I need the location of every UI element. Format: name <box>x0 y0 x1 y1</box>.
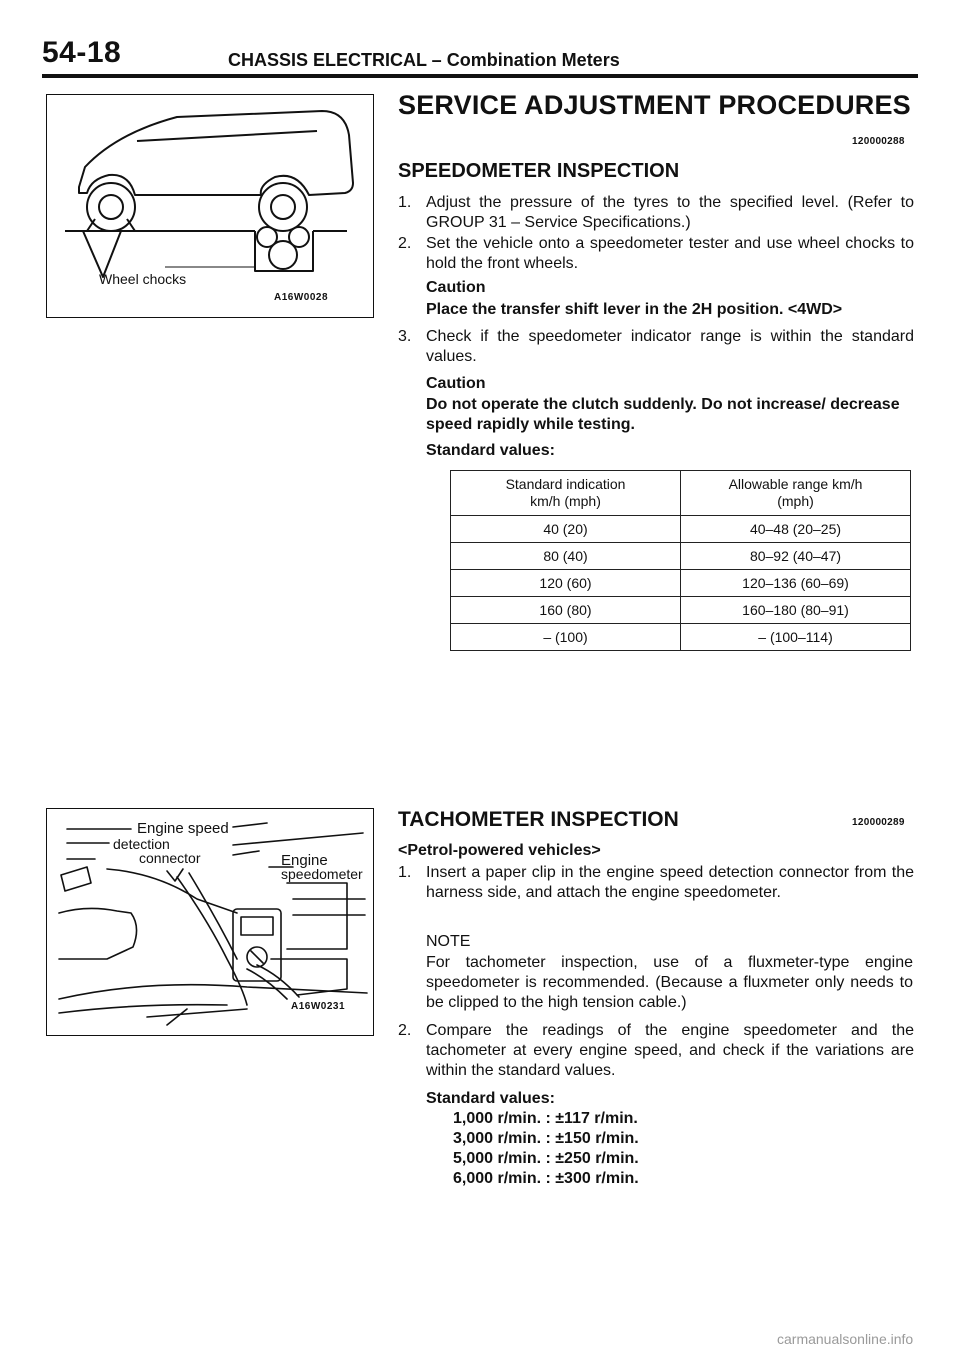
tachometer-step-1 <box>398 863 914 923</box>
table-cell: 160 (80) <box>451 597 681 624</box>
engine-label: Engine <box>281 852 328 869</box>
speedometer-spec-table <box>450 470 911 651</box>
standard-values-label: Standard values: <box>426 442 555 459</box>
table-row <box>451 624 911 651</box>
caution-text: Place the transfer shift lever in the 2H position. <4WD> <box>426 301 843 318</box>
petrol-subtitle: <Petrol-powered vehicles> <box>398 842 601 859</box>
step-number: 2. <box>398 235 412 252</box>
tachometer-value: 6,000 r/min. : ±300 r/min. <box>453 1170 639 1187</box>
tachometer-code: 120000289 <box>852 817 905 828</box>
step-text: Adjust the pressure of the tyres to the specified level. (Refer to GROUP 31 – Service Specifications.) <box>426 194 914 231</box>
table-header-row <box>451 471 911 516</box>
tachometer-value: 1,000 r/min. : ±117 r/min. <box>453 1110 638 1127</box>
standard-values-label: Standard values: <box>426 1090 555 1107</box>
tachometer-value: 3,000 r/min. : ±150 r/min. <box>453 1130 639 1147</box>
table-row <box>451 597 911 624</box>
service-procedures-heading: SERVICE ADJUSTMENT PROCEDURES <box>398 90 911 120</box>
figure1-code: A16W0028 <box>274 292 329 303</box>
step-text: Check if the speedometer indicator range is within the standard values. <box>426 328 914 365</box>
service-code: 120000288 <box>852 136 905 147</box>
table-row <box>451 570 911 597</box>
table-cell: 40–48 (20–25) <box>681 516 911 543</box>
speedometer-step-1 <box>398 193 914 233</box>
speedometer-step-2 <box>398 234 914 274</box>
step-number: 1. <box>398 194 412 211</box>
connector-label: connector <box>139 850 201 866</box>
tachometer-value: 5,000 r/min. : ±250 r/min. <box>453 1150 639 1167</box>
table-header-cell: Allowable range km/h (mph) <box>681 471 911 516</box>
caution-text: Do not operate the clutch suddenly. Do not increase/ decrease speed rapidly while testing. <box>426 396 900 433</box>
table-cell: 80–92 (40–47) <box>681 543 911 570</box>
speedometer-inspection-heading: SPEEDOMETER INSPECTION <box>398 160 680 182</box>
vehicle-on-tester-illustration <box>47 95 373 317</box>
table-row <box>451 543 911 570</box>
figure2-code: A16W0231 <box>291 1001 346 1012</box>
caution-label: Caution <box>426 279 486 296</box>
table-cell: 120–136 (60–69) <box>681 570 911 597</box>
section-title: CHASSIS ELECTRICAL – Combination Meters <box>228 50 620 70</box>
speedometer-label: speedometer <box>281 866 363 882</box>
step-text: Set the vehicle onto a speedometer tester and use wheel chocks to hold the front wheels. <box>426 235 914 272</box>
table-header-cell: Standard indication km/h (mph) <box>451 471 681 516</box>
table-cell: 80 (40) <box>451 543 681 570</box>
tachometer-step-2 <box>398 1021 914 1081</box>
step-number: 2. <box>398 1022 412 1039</box>
step-number: 3. <box>398 328 412 345</box>
table-cell: 120 (60) <box>451 570 681 597</box>
note-text: For tachometer inspection, use of a fluxmeter-type engine speedometer is recommended. (Because a fluxmeter only needs to be clipped to the high tension cable.) <box>426 954 913 1011</box>
wheel-chocks-figure <box>46 94 374 318</box>
engine-speed-label: Engine speed <box>137 820 229 837</box>
speedometer-step-3 <box>398 327 914 367</box>
step-number: 1. <box>398 864 412 881</box>
table-cell: 40 (20) <box>451 516 681 543</box>
step-text: Compare the readings of the engine speedometer and the tachometer at every engine speed, and check if the variations are within the standard values. <box>426 1022 914 1079</box>
header-rule <box>42 74 918 78</box>
detection-label: detection <box>113 836 170 852</box>
table-cell: 160–180 (80–91) <box>681 597 911 624</box>
step-text: Insert a paper clip in the engine speed detection connector from the harness side, and attach the engine speedometer. <box>426 864 914 901</box>
tachometer-inspection-heading: TACHOMETER INSPECTION <box>398 808 679 831</box>
note-label: NOTE <box>426 933 471 950</box>
wheel-chocks-label: Wheel chocks <box>99 271 187 287</box>
table-cell: – (100) <box>451 624 681 651</box>
watermark: carmanualsonline.info <box>777 1331 914 1347</box>
caution-label: Caution <box>426 375 486 392</box>
engine-speed-figure <box>46 808 374 1036</box>
page-number: 54-18 <box>42 36 122 69</box>
table-cell: – (100–114) <box>681 624 911 651</box>
table-row <box>451 516 911 543</box>
